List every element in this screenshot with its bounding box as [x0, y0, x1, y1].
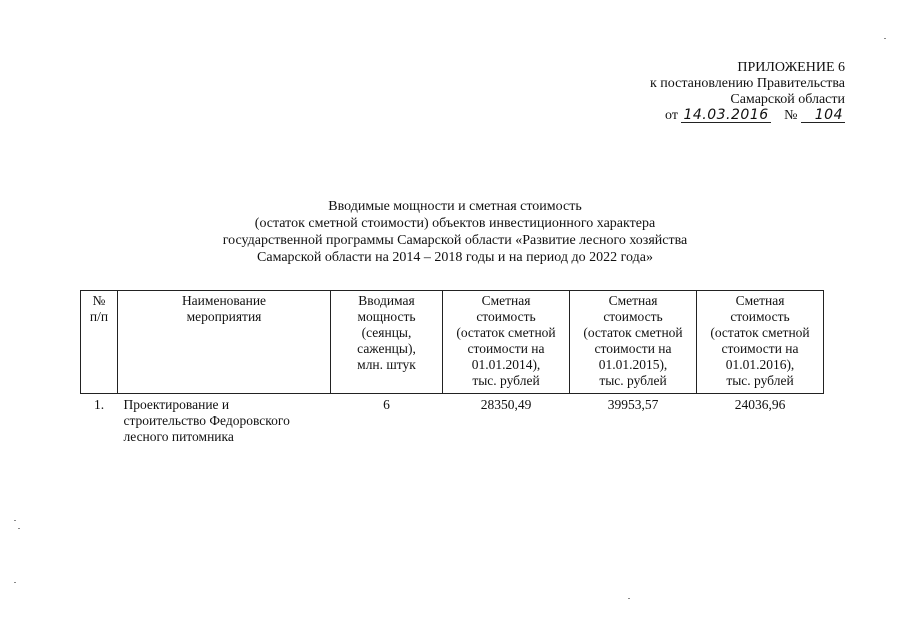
- document-title: [120, 198, 790, 266]
- scan-speck: [18, 528, 20, 529]
- date-handwritten: 14.03.2016: [683, 107, 769, 123]
- scan-speck: [884, 38, 886, 39]
- row-name: Проектирование и строительство Федоровского лесного питомника: [123, 397, 290, 444]
- row-cost-2016: 24036,96: [734, 397, 786, 412]
- header-number: № п/п: [81, 291, 118, 394]
- appendix-title: ПРИЛОЖЕНИЕ 6: [737, 60, 845, 75]
- scan-speck: [14, 582, 16, 583]
- table-header-row: [81, 291, 824, 394]
- number-prefix: №: [784, 108, 798, 123]
- appendix-date-number-line: [560, 108, 845, 124]
- appendix-header: [560, 60, 845, 124]
- header-cost-2015: Сметная стоимость (остаток сметной стоимости на 01.01.2015), тыс. рублей: [570, 291, 697, 394]
- header-name: Наименование мероприятия: [118, 291, 331, 394]
- title-line-1: Вводимые мощности и сметная стоимость: [328, 199, 582, 214]
- title-line-2: (остаток сметной стоимости) объектов инвестиционного характера: [254, 216, 656, 231]
- header-cost-2016: Сметная стоимость (остаток сметной стоимости на 01.01.2016), тыс. рублей: [697, 291, 824, 394]
- row-cost-2014: 28350,49: [480, 397, 532, 412]
- scan-speck: [628, 598, 630, 599]
- row-number: 1.: [93, 397, 105, 412]
- table-row: [81, 394, 824, 449]
- row-capacity: 6: [383, 397, 390, 412]
- appendix-region-line: Самарской области: [730, 92, 845, 107]
- header-cost-2014: Сметная стоимость (остаток сметной стоимости на 01.01.2014), тыс. рублей: [443, 291, 570, 394]
- capacity-cost-table: [80, 290, 824, 448]
- title-line-4: Самарской области на 2014 – 2018 годы и на период до 2022 года»: [257, 250, 653, 265]
- scan-speck: [14, 520, 16, 521]
- number-handwritten: 104: [801, 108, 845, 123]
- title-line-3: государственной программы Самарской области «Развитие лесного хозяйства: [222, 233, 688, 248]
- date-prefix: от: [665, 108, 678, 123]
- header-capacity: Вводимая мощность (сеянцы, саженцы), млн. штук: [331, 291, 443, 394]
- row-cost-2015: 39953,57: [607, 397, 659, 412]
- appendix-resolution-line: к постановлению Правительства: [649, 76, 845, 91]
